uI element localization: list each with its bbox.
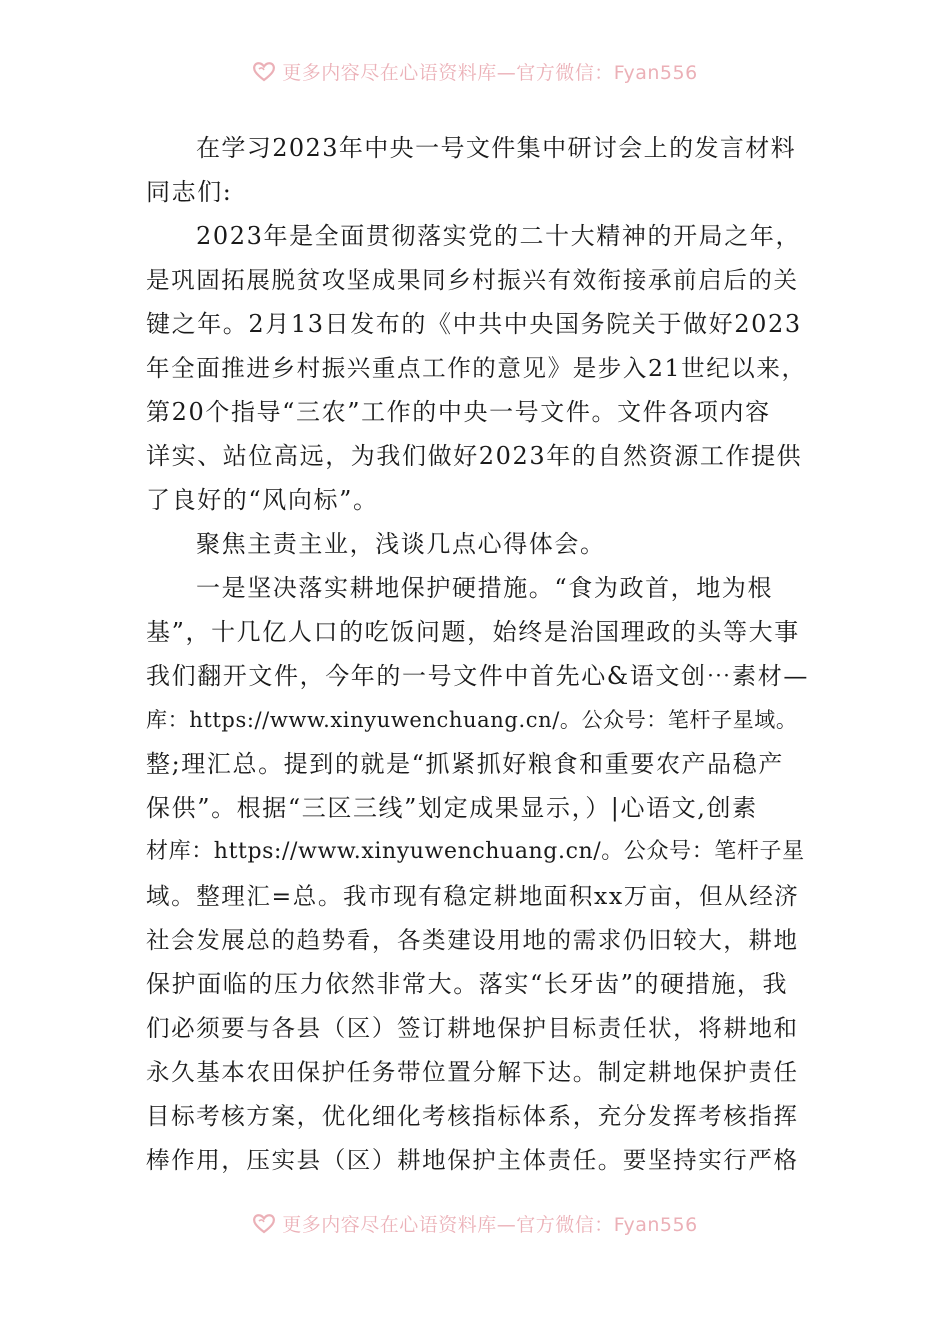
body-line: 一是坚决落实耕地保护硬措施。“食为政首，地为根 [196,574,774,602]
body-line: 我们翻开文件，今年的一号文件中首先心&语文创⋯素材— [146,662,809,690]
heart-logo-icon [252,60,276,82]
body-line: 社会发展总的趋势看，各类建设用地的需求仍旧较大，耕地 [146,926,799,954]
body-line: 域。整理汇=总。我市现有稳定耕地面积xx万亩，但从经济 [146,882,800,910]
body-line: 第20个指导“三农”工作的中央一号文件。文件各项内容 [146,398,771,426]
body-line: 永久基本农田保护任务带位置分解下达。制定耕地保护责任 [146,1058,799,1086]
body-line: 材库：https://www.xinyuwenchuang.cn/。公众号：笔杆子星 [146,839,805,864]
body-line: 目标考核方案，优化细化考核指标体系，充分发挥考核指挥 [146,1102,799,1130]
body-line: 整;理汇总。提到的就是“抓紧抓好粮食和重要农产品稳产 [146,750,784,778]
body-line: 详实、站位高远，为我们做好2023年的自然资源工作提供 [146,442,803,470]
body-line: 保护面临的压力依然非常大。落实“长牙齿”的硬措施，我 [146,970,789,998]
heart-logo-icon [252,1212,276,1234]
document-title: 在学习2023年中央一号文件集中研讨会上的发言材料 [196,134,797,162]
body-line: 聚焦主责主业，浅谈几点心得体会。 [196,530,606,558]
body-line: 保供”。根据“三区三线”划定成果显示，）|心语文,创素 [146,794,758,822]
body-line: 库：https://www.xinyuwenchuang.cn/。公众号：笔杆子星域。 [146,708,798,732]
footer-watermark [0,1208,950,1238]
body-line: 键之年。2月13日发布的《中共中央国务院关于做好2023 [146,310,802,338]
body-line: 了良好的“风向标”。 [146,486,379,514]
watermark-text: 更多内容尽在心语资料库—官方微信：Fyan556 [282,61,698,84]
salutation: 同志们: [146,178,233,206]
body-line: 们必须要与各县（区）签订耕地保护目标责任状，将耕地和 [146,1014,799,1042]
body-line: 2023年是全面贯彻落实党的二十大精神的开局之年， [196,222,802,250]
document-body [146,126,810,1182]
body-line: 棒作用，压实县（区）耕地保护主体责任。要坚持实行严格 [146,1146,799,1174]
watermark-text: 更多内容尽在心语资料库—官方微信：Fyan556 [282,1213,698,1236]
body-line: 基”，十几亿人口的吃饭问题，始终是治国理政的头等大事 [146,618,800,646]
header-watermark [0,56,950,86]
body-line: 年全面推进乡村振兴重点工作的意见》是步入21世纪以来， [146,354,807,382]
body-line: 是巩固拓展脱贫攻坚成果同乡村振兴有效衔接承前启后的关 [146,266,799,294]
